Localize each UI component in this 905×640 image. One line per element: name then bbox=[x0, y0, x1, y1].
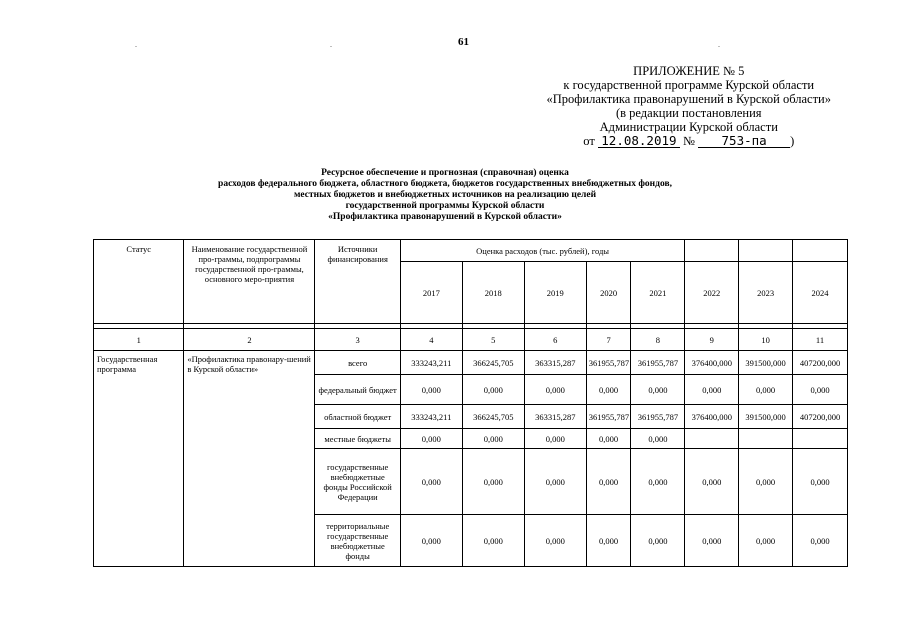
value-cell: 333243,211 bbox=[400, 405, 462, 429]
value-cell: 361955,787 bbox=[586, 351, 631, 375]
annex-block bbox=[547, 64, 831, 148]
value-cell: 0,000 bbox=[685, 449, 739, 515]
value-cell: 366245,705 bbox=[462, 405, 524, 429]
value-cell: 0,000 bbox=[793, 375, 848, 405]
resource-table bbox=[93, 239, 848, 567]
column-number-row bbox=[94, 329, 848, 351]
year-header: 2022 bbox=[685, 262, 739, 324]
value-cell: 361955,787 bbox=[586, 405, 631, 429]
header-row bbox=[94, 240, 848, 262]
source-cell: федеральный бюджет bbox=[315, 375, 400, 405]
value-cell: 0,000 bbox=[400, 449, 462, 515]
scan-mark: . bbox=[135, 40, 137, 49]
value-cell: 366245,705 bbox=[462, 351, 524, 375]
title-line: расходов федерального бюджета, областного бюджета, бюджетов государственных внебюджетных фондов, bbox=[218, 179, 672, 189]
annex-line: Администрации Курской области bbox=[599, 120, 778, 134]
value-cell: 376400,000 bbox=[685, 351, 739, 375]
value-cell: 407200,000 bbox=[793, 351, 848, 375]
annex-line: ПРИЛОЖЕНИЕ № 5 bbox=[633, 64, 745, 78]
value-cell: 0,000 bbox=[631, 515, 685, 567]
decree-number: 753-па bbox=[698, 135, 790, 148]
header-empty bbox=[685, 240, 739, 262]
value-cell: 363315,287 bbox=[524, 351, 586, 375]
value-cell: 361955,787 bbox=[631, 405, 685, 429]
value-cell bbox=[739, 429, 793, 449]
value-cell: 0,000 bbox=[400, 429, 462, 449]
value-cell: 0,000 bbox=[631, 429, 685, 449]
value-cell: 0,000 bbox=[739, 515, 793, 567]
year-header: 2017 bbox=[400, 262, 462, 324]
value-cell: 0,000 bbox=[524, 449, 586, 515]
program-name-cell: «Профилактика правонару-шений в Курской области» bbox=[184, 351, 315, 567]
value-cell: 376400,000 bbox=[685, 405, 739, 429]
scan-mark: . bbox=[330, 40, 332, 49]
value-cell: 0,000 bbox=[793, 515, 848, 567]
close-paren: ) bbox=[790, 134, 795, 148]
value-cell bbox=[793, 429, 848, 449]
title-line: «Профилактика правонарушений в Курской области» bbox=[328, 212, 562, 222]
value-cell: 391500,000 bbox=[739, 351, 793, 375]
title-line: местных бюджетов и внебюджетных источников на реализацию целей bbox=[293, 190, 597, 200]
value-cell: 0,000 bbox=[586, 375, 631, 405]
column-number: 5 bbox=[462, 329, 524, 351]
source-cell: местные бюджеты bbox=[315, 429, 400, 449]
value-cell: 361955,787 bbox=[631, 351, 685, 375]
annex-line: «Профилактика правонарушений в Курской области» bbox=[546, 92, 831, 106]
value-cell: 0,000 bbox=[524, 375, 586, 405]
value-cell: 0,000 bbox=[462, 449, 524, 515]
value-cell: 0,000 bbox=[462, 375, 524, 405]
value-cell: 0,000 bbox=[586, 429, 631, 449]
value-cell: 333243,211 bbox=[400, 351, 462, 375]
column-number: 3 bbox=[315, 329, 400, 351]
year-header: 2019 bbox=[524, 262, 586, 324]
header-name: Наименование государственной про-граммы, подпрограммы государственной про-граммы, основного меро-приятия bbox=[184, 240, 315, 324]
value-cell: 0,000 bbox=[685, 515, 739, 567]
source-cell: государственные внебюджетные фонды Российской Федерации bbox=[315, 449, 400, 515]
value-cell: 0,000 bbox=[400, 375, 462, 405]
number-label: № bbox=[683, 134, 695, 148]
value-cell: 0,000 bbox=[462, 429, 524, 449]
column-number: 11 bbox=[793, 329, 848, 351]
value-cell: 0,000 bbox=[739, 449, 793, 515]
document-title bbox=[100, 168, 790, 223]
source-cell: всего bbox=[315, 351, 400, 375]
value-cell: 0,000 bbox=[400, 515, 462, 567]
page-number: 61 bbox=[458, 36, 469, 48]
value-cell: 0,000 bbox=[739, 375, 793, 405]
value-cell: 363315,287 bbox=[524, 405, 586, 429]
year-header: 2020 bbox=[586, 262, 631, 324]
source-cell: территориальные государственные внебюджетные фонды bbox=[315, 515, 400, 567]
scan-mark: . bbox=[718, 40, 720, 49]
title-line: государственной программы Курской области bbox=[345, 201, 545, 211]
year-header: 2023 bbox=[739, 262, 793, 324]
value-cell: 0,000 bbox=[631, 449, 685, 515]
value-cell: 0,000 bbox=[631, 375, 685, 405]
annex-line: к государственной программе Курской области bbox=[563, 78, 815, 92]
column-number: 10 bbox=[739, 329, 793, 351]
annex-line: (в редакции постановления bbox=[615, 106, 762, 120]
header-empty bbox=[793, 240, 848, 262]
header-empty bbox=[739, 240, 793, 262]
decree-date: 12.08.2019 bbox=[598, 135, 680, 148]
decree-reference bbox=[547, 134, 831, 148]
table-row bbox=[94, 351, 848, 375]
column-number: 4 bbox=[400, 329, 462, 351]
column-number: 8 bbox=[631, 329, 685, 351]
column-number: 9 bbox=[685, 329, 739, 351]
value-cell: 0,000 bbox=[524, 429, 586, 449]
value-cell: 0,000 bbox=[586, 449, 631, 515]
year-header: 2024 bbox=[793, 262, 848, 324]
value-cell: 391500,000 bbox=[739, 405, 793, 429]
header-status: Статус bbox=[94, 240, 184, 324]
value-cell: 0,000 bbox=[462, 515, 524, 567]
header-estimate: Оценка расходов (тыс. рублей), годы bbox=[400, 240, 685, 262]
value-cell: 407200,000 bbox=[793, 405, 848, 429]
header-sources: Источники финансирования bbox=[315, 240, 400, 324]
source-cell: областной бюджет bbox=[315, 405, 400, 429]
year-header: 2021 bbox=[631, 262, 685, 324]
value-cell bbox=[685, 429, 739, 449]
status-cell: Государственная программа bbox=[94, 351, 184, 567]
value-cell: 0,000 bbox=[685, 375, 739, 405]
year-header: 2018 bbox=[462, 262, 524, 324]
column-number: 7 bbox=[586, 329, 631, 351]
column-number: 2 bbox=[184, 329, 315, 351]
value-cell: 0,000 bbox=[586, 515, 631, 567]
column-number: 1 bbox=[94, 329, 184, 351]
title-line: Ресурсное обеспечение и прогнозная (справочная) оценка bbox=[321, 168, 569, 178]
value-cell: 0,000 bbox=[793, 449, 848, 515]
from-prefix: от bbox=[583, 134, 595, 148]
value-cell: 0,000 bbox=[524, 515, 586, 567]
column-number: 6 bbox=[524, 329, 586, 351]
